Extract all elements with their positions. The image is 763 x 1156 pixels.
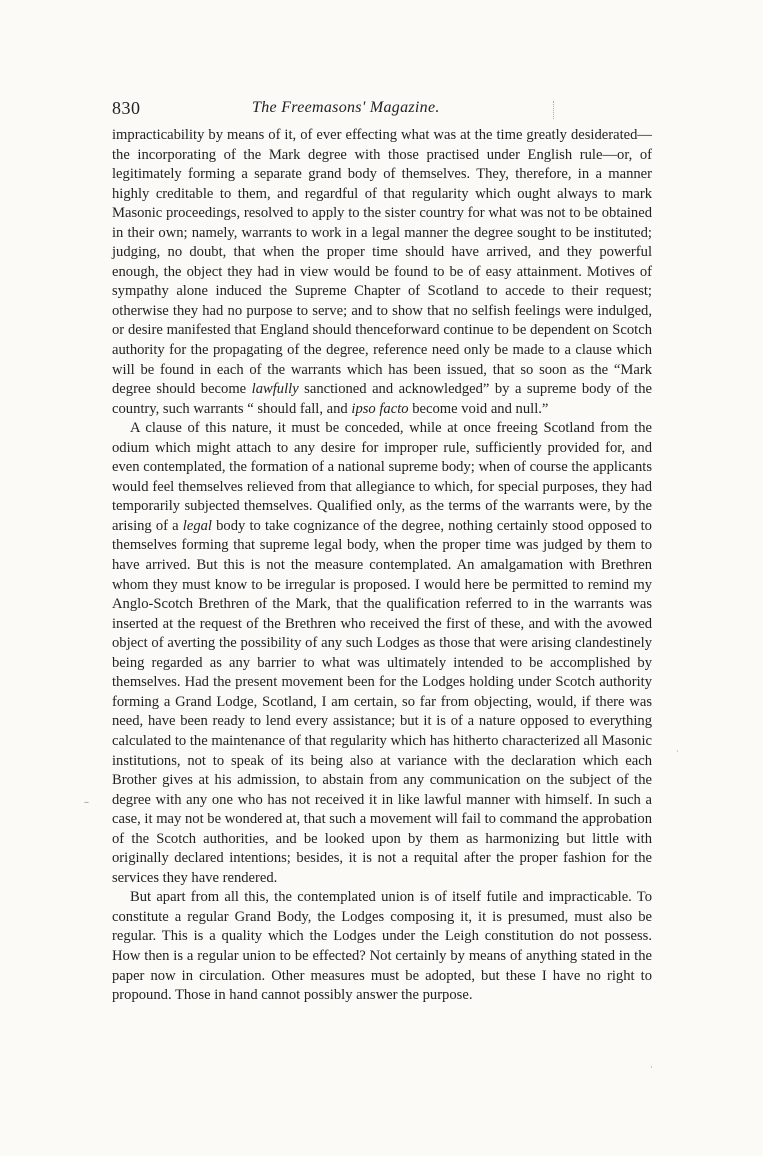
margin-dash: – bbox=[84, 797, 89, 808]
page-number: 830 bbox=[112, 98, 141, 118]
italic-legal: legal bbox=[182, 517, 212, 534]
paragraph-conclusion bbox=[112, 888, 652, 1005]
text-segment: become void and null.” bbox=[408, 400, 549, 417]
text-segment: body to take cognizance of the degree, nothing certainly stood opposed to themselves forming that supreme legal body, when the proper time was judged by them to have arrived. But this is not the measure contemplated. An amalgamation with Brethren whom they must know to be irregular is proposed. I would here be permitted to remind my Anglo-Scotch Brethren of the Mark, that the qualification referred to in the warrants was inserted at the request of the Brethren who received the first of these, and with the avowed object of averting the possibility of any such Lodges as those that were arising clandestinely being regarded as any barrier to what was ultimately intended to be accomplished by themselves. Had the present movement been for the Lodges holding under Scotch authority forming a Grand Lodge, Scotland, I am certain, so far from objecting, would, if there was need, have been ready to lend every assistance; but it is of a nature opposed to everything calculated to the maintenance of that regularity which has hitherto characterized all Masonic institutions, not to speak of its being also at variance with the declaration which each Brother gives at his admission, to abstain from any communication on the subject of the degree with any one who has not received it in like lawful manner with himself. In such a case, it may not be wondered at, that such a movement will fail to command the approbation of the Scotch authorities, and be looked upon by them as harmonizing but little with originally declared intentions; besides, it is not a requital after the proper fashion for the services they have rendered. bbox=[112, 517, 652, 886]
running-title: The Freemasons' Magazine. bbox=[252, 99, 440, 116]
text-segment: A clause of this nature, it must be conceded, while at once freeing Scotland from the odium which might attach to any desire for improper rule, sufficiently provided for, and even contemplated, the formation of a national supreme body; when of course the applicants would feel themselves relieved from that allegiance to which, for special purposes, they had temporarily subjected themselves. Qualified only, as the terms of the warrants were, by the arising of a bbox=[112, 420, 652, 534]
running-header bbox=[112, 98, 652, 122]
paragraph-continued bbox=[112, 126, 652, 419]
header-mark bbox=[553, 101, 555, 119]
text-segment: impracticability by means of it, of ever effecting what was at the time greatly desiderated—the incorporating of the Mark degree with those practised under English rule—or, of legitimately forming a separate grand body of themselves. They, therefore, in a manner highly creditable to them, and regardful of that regularity which ought always to mark Masonic proceedings, resolved to apply to the sister country for what was not to be obtained in their own; namely, warrants to work in a legal manner the degree sought to be instituted; judging, no doubt, that when the proper time should have arrived, and they powerful enough, the object they had in view would be found to be of easy attainment. Motives of sympathy alone induced the Supreme Chapter of Scotland to accede to their request; otherwise they had no purpose to serve; and to show that no selfish feelings were indulged, or desire manifested that England should thenceforward continue to be dependent on Scotch authority for the propagating of the degree, reference need only be made to a clause which will be found in each of the warrants which has been issued, that so soon as the “Mark degree should become bbox=[112, 127, 652, 398]
italic-ipso-facto: ipso facto bbox=[351, 400, 409, 417]
corner-mark: · bbox=[650, 1063, 653, 1073]
article-body bbox=[112, 126, 652, 1006]
text-segment: But apart from all this, the contemplated union is of itself futile and impracticable. To constitute a regular Grand Body, the Lodges composing it, it is presumed, must also be regular. This is a quality which the Lodges under the Leigh constitution do not possess. How then is a regular union to be effected? Not certainly by means of anything stated in the paper now in circulation. Other measures must be adopted, but these I have no right to propound. Those in hand cannot possibly answer the purpose. bbox=[112, 889, 652, 1004]
margin-tick: · bbox=[676, 747, 679, 756]
italic-lawfully: lawfully bbox=[251, 381, 299, 398]
text-segment: sanctioned and acknowledged” by a supreme body of the country, such warrants “ should fall, and bbox=[112, 381, 652, 417]
paragraph-clause bbox=[112, 419, 652, 888]
